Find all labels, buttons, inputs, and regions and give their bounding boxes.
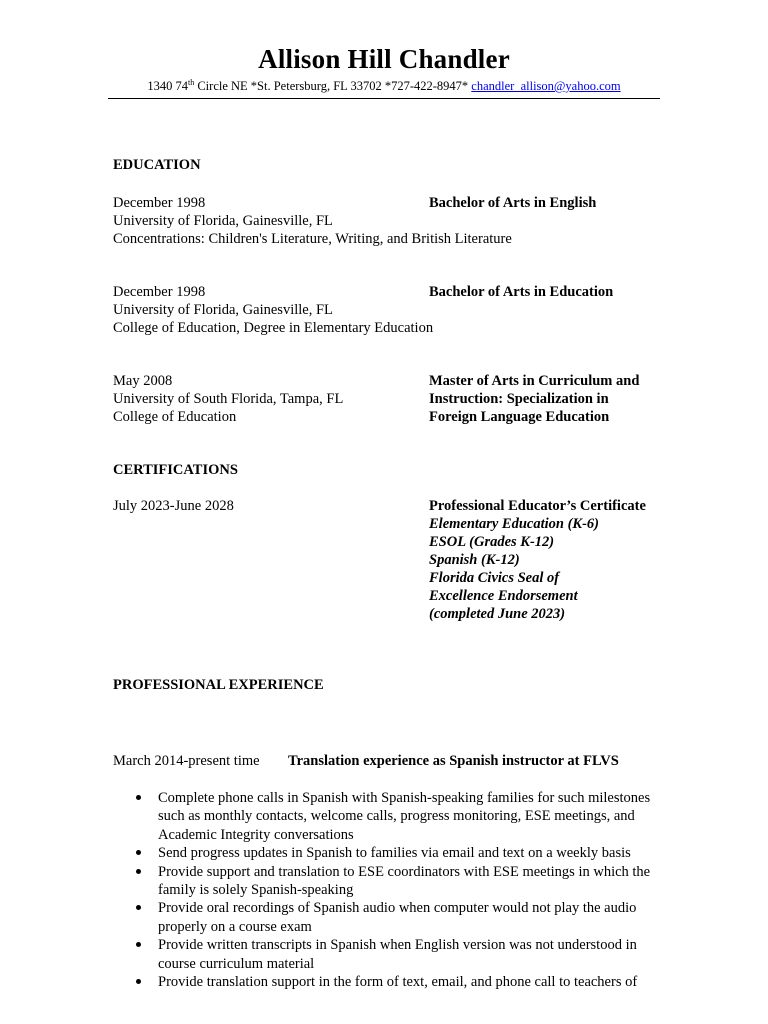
list-item: Complete phone calls in Spanish with Spanish-speaking families for such milestones such as monthly contacts, welcome calls, progress monitoring, ESE meetings, and Academic Integrity conversations xyxy=(158,789,673,844)
certifications-heading: CERTIFICATIONS xyxy=(113,462,238,478)
list-item: Provide oral recordings of Spanish audio when computer would not play the audio properly on a course exam xyxy=(158,899,673,936)
certification-item: Elementary Education (K-6) xyxy=(429,516,599,532)
education-entry-left xyxy=(113,194,512,248)
education-degree: Bachelor of Arts in Education xyxy=(429,284,614,300)
degree-line: Foreign Language Education xyxy=(429,409,610,425)
contact-line xyxy=(0,78,768,94)
education-detail: College of Education, Degree in Elementary Education xyxy=(113,320,434,336)
education-degree xyxy=(429,372,669,426)
certification-item: ESOL (Grades K-12) xyxy=(429,534,555,550)
education-entry-left xyxy=(113,283,434,337)
address-rest: Circle NE *St. Petersburg, FL 33702 *727-422-8947* xyxy=(194,79,472,94)
education-detail: Concentrations: Children's Literature, Writing, and British Literature xyxy=(113,231,512,247)
certification-item: Florida Civics Seal of xyxy=(429,570,560,586)
certification-item: Spanish (K-12) xyxy=(429,552,520,568)
education-date: December 1998 xyxy=(113,195,206,211)
education-entry-left xyxy=(113,372,423,426)
list-item: Provide written transcripts in Spanish when English version was not understood in course curriculum material xyxy=(158,936,673,973)
education-date: December 1998 xyxy=(113,284,206,300)
list-item: Send progress updates in Spanish to families via email and text on a weekly basis xyxy=(158,844,673,862)
list-item: Provide translation support in the form of text, email, and phone call to teachers of xyxy=(158,973,673,991)
certification-item: (completed June 2023) xyxy=(429,606,566,622)
experience-heading: PROFESSIONAL EXPERIENCE xyxy=(113,677,324,693)
candidate-name: Allison Hill Chandler xyxy=(258,44,510,74)
certification-item: Excellence Endorsement xyxy=(429,588,578,604)
certification-title: Professional Educator’s Certificate xyxy=(429,498,646,514)
education-school: University of Florida, Gainesville, FL xyxy=(113,302,333,318)
experience-title: Translation experience as Spanish instructor at FLVS xyxy=(288,753,619,769)
header-divider xyxy=(108,98,660,99)
certification-date: July 2023-June 2028 xyxy=(113,498,234,514)
degree-line: Master of Arts in Curriculum and xyxy=(429,373,640,389)
email-link[interactable]: chandler_allison@yahoo.com xyxy=(471,79,621,94)
education-school: University of South Florida, Tampa, FL xyxy=(113,391,344,407)
experience-bullet-list xyxy=(113,789,673,991)
certification-detail xyxy=(429,497,669,623)
education-date: May 2008 xyxy=(113,373,173,389)
list-item: Provide support and translation to ESE coordinators with ESE meetings in which the family is solely Spanish-speaking xyxy=(158,863,673,900)
education-detail: College of Education xyxy=(113,409,237,425)
education-degree: Bachelor of Arts in English xyxy=(429,195,597,211)
degree-line: Instruction: Specialization in xyxy=(429,391,609,407)
education-heading: EDUCATION xyxy=(113,157,201,173)
education-school: University of Florida, Gainesville, FL xyxy=(113,213,333,229)
address-number: 1340 74 xyxy=(147,79,188,94)
experience-date: March 2014-present time xyxy=(113,753,260,769)
address-ordinal: th xyxy=(187,78,195,87)
